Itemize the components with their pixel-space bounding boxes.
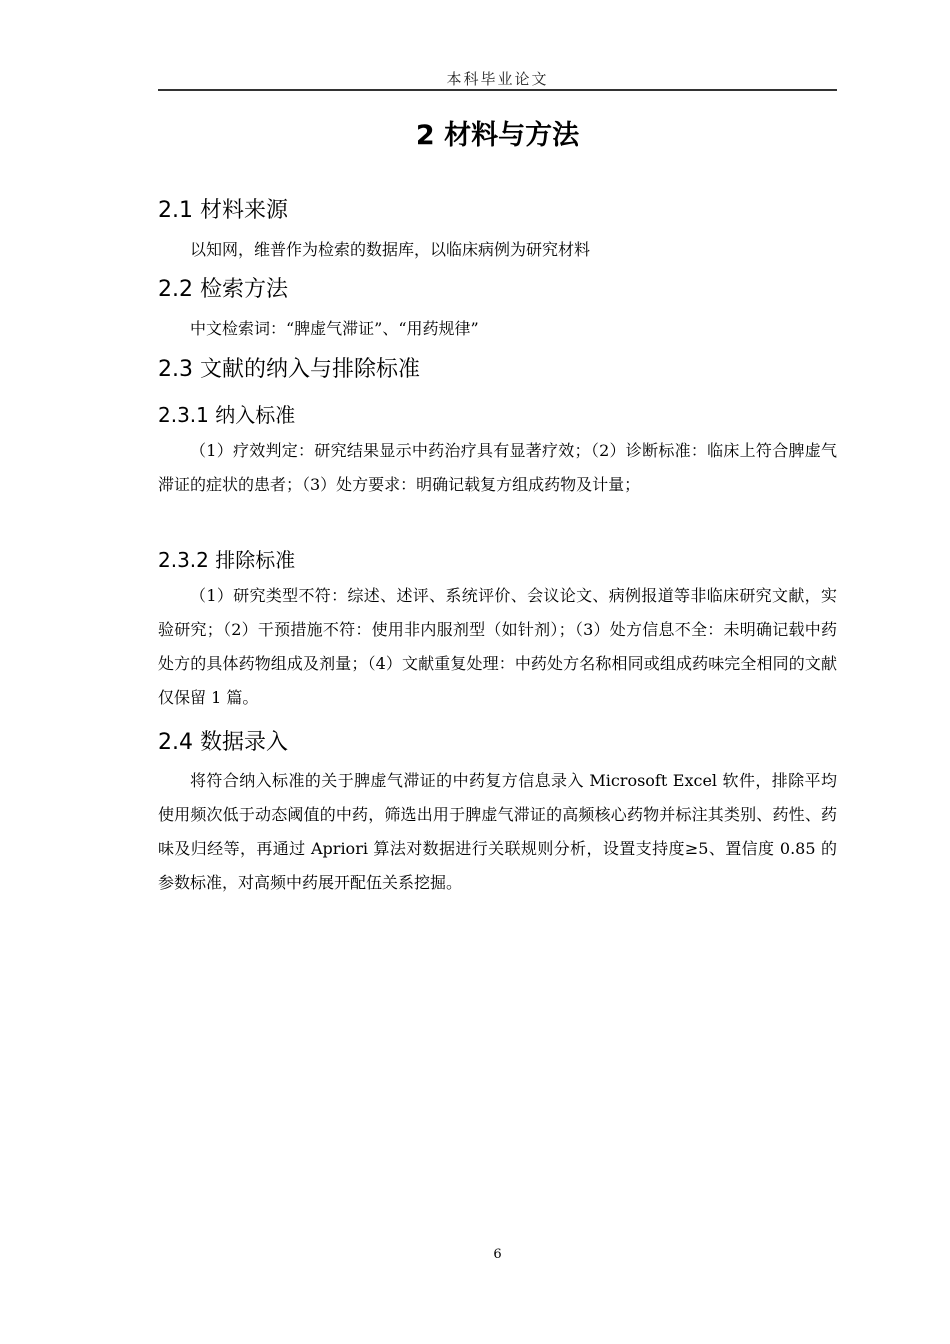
running-header: 本科毕业论文 <box>446 70 549 88</box>
section-heading-2-2: 2.2 检索方法 <box>158 277 288 302</box>
section-body-2-1: 以知网，维普作为检索的数据库，以临床病例为研究材料 <box>190 240 591 259</box>
section-body-2-3-2: （1）研究类型不符：综述、述评、系统评价、会议论文、病例报道等非临床研究文献，实验研究；（2）干预措施不符：使用非内服剂型（如针剂）；（3）处方信息不全：未明确记载中药处方的具体药物组成及剂量；（4）文献重复处理：中药处方名称相同或组成药味完全相同的文献仅保留 1 篇。 <box>158 586 837 707</box>
section-body-2-4: 将符合纳入标准的关于脾虚气滞证的中药复方信息录入 Microsoft Excel 软件，排除平均使用频次低于动态阈值的中药，筛选出用于脾虚气滞证的高频核心药物并标注其类别、药性、药味及归经等，再通过 Apriori 算法对数据进行关联规则分析，设置支持度≥5、置信度 0.85 的参数标准，对高频中药展开配伍关系挖掘。 <box>158 771 837 892</box>
page-number: 6 <box>493 1247 502 1262</box>
chapter-title: 2 材料与方法 <box>415 120 580 151</box>
header-divider <box>158 89 837 91</box>
section-body-2-3-1: （1）疗效判定：研究结果显示中药治疗具有显著疗效；（2）诊断标准：临床上符合脾虚气滞证的症状的患者；（3）处方要求：明确记载复方组成药物及计量； <box>158 441 837 494</box>
section-heading-2-1: 2.1 材料来源 <box>158 198 288 223</box>
section-heading-2-3-1: 2.3.1 纳入标准 <box>158 403 296 427</box>
section-body-2-2: 中文检索词：“脾虚气滞证”、“用药规律” <box>190 319 479 338</box>
section-heading-2-3: 2.3 文献的纳入与排除标准 <box>158 357 420 382</box>
section-heading-2-4: 2.4 数据录入 <box>158 730 288 755</box>
section-heading-2-3-2: 2.3.2 排除标准 <box>158 548 296 572</box>
